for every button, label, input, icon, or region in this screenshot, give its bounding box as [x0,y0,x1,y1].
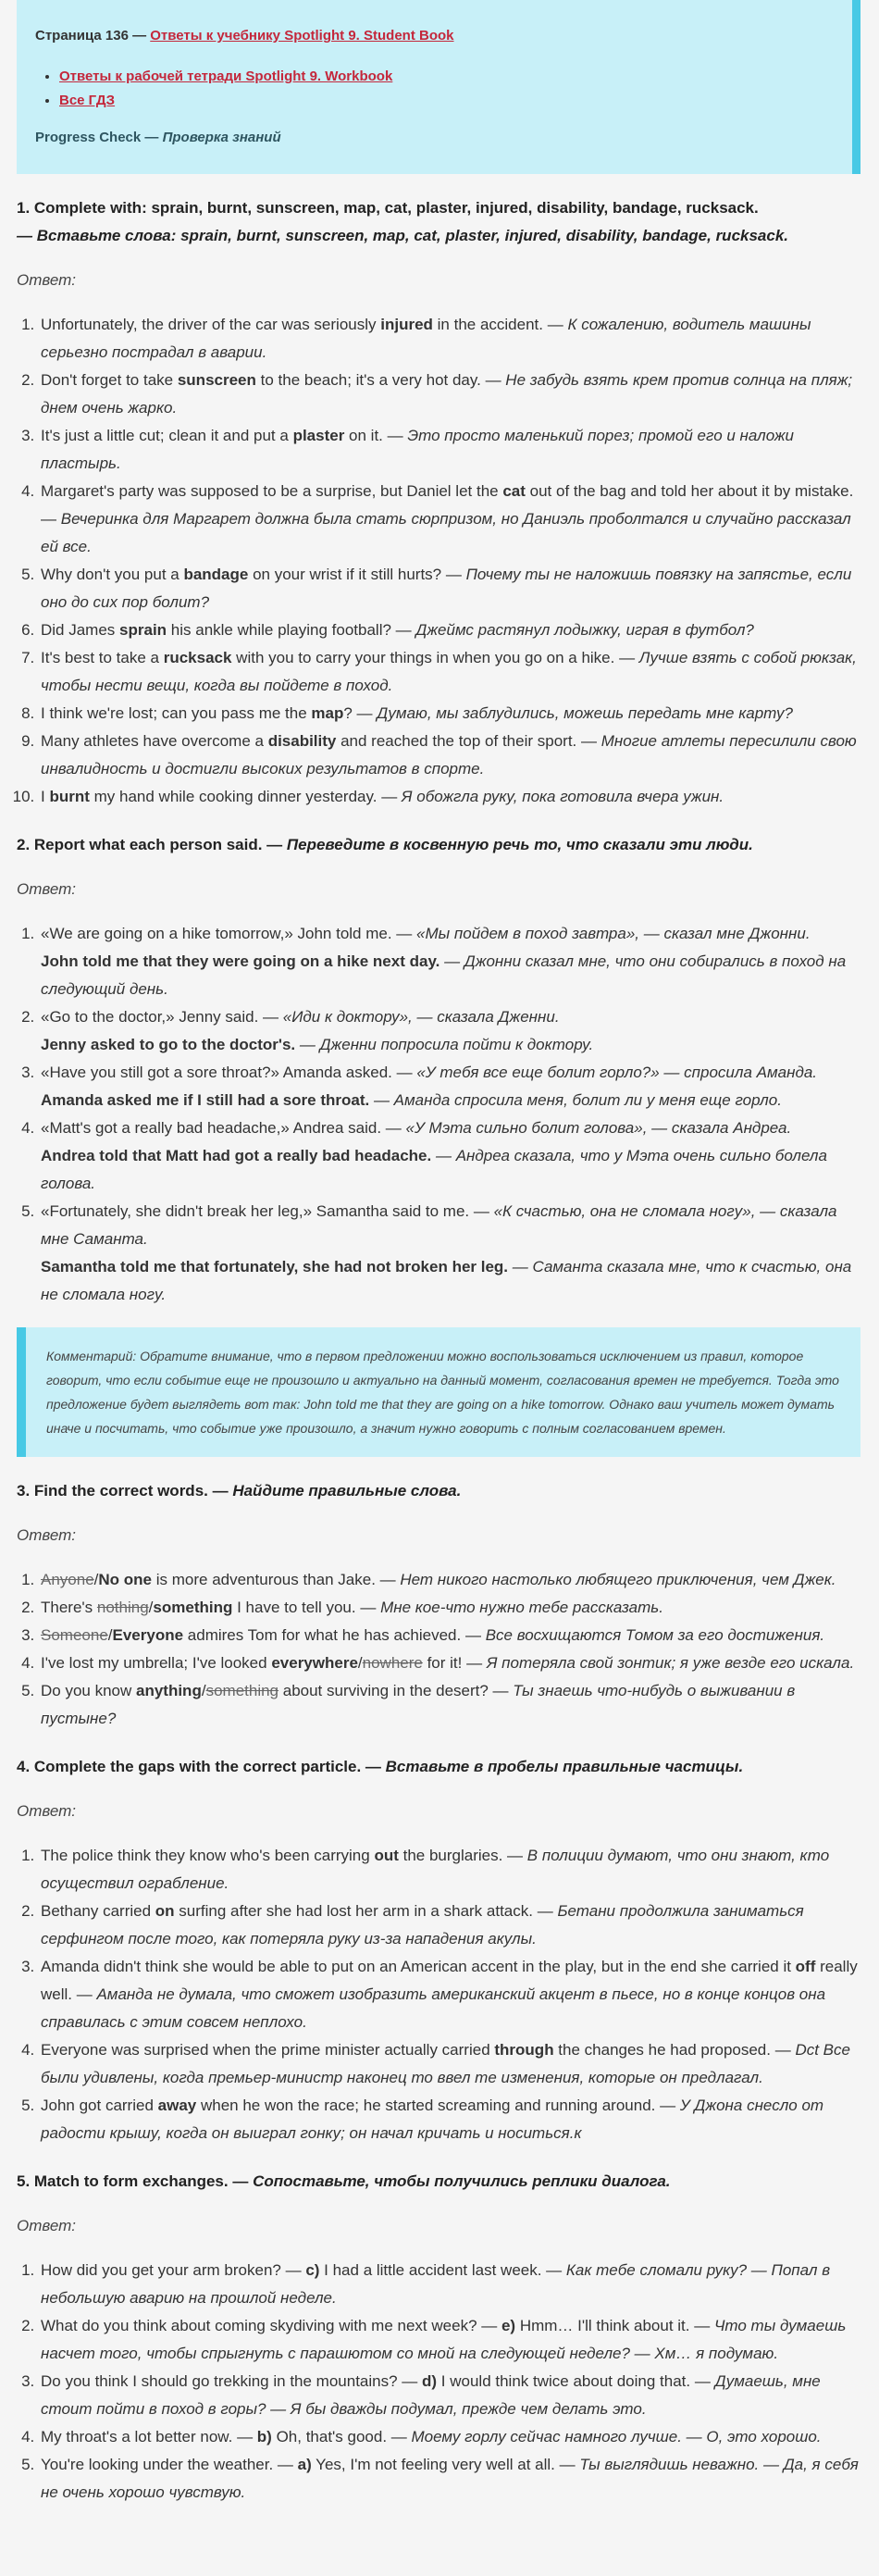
translation: Лучше взять с собой рюкзак, чтобы нести вещи, когда вы пойдете в поход. [41,649,857,694]
answer-label: Ответ: [17,2217,77,2234]
list-item [39,2368,860,2423]
translation: — Саманта сказала мне, что к счастью, она не сломала ногу. [41,1258,852,1303]
sentence-text: really well. — [41,1958,858,2003]
sentence-text: his ankle while playing football? — [167,621,416,639]
task-2-title [17,831,860,859]
list-item [39,920,860,1003]
sentence-text: Don't forget to take [41,371,178,389]
task-5-title-ru: Сопоставьте, чтобы получились реплики диалога. [253,2172,671,2190]
direct-speech: «We are going on a hike tomorrow,» John told me. — [41,925,417,942]
sentence-text: in the accident. — [432,316,568,333]
sentence-text: out of the bag and told her about it by mistake. — [41,482,854,528]
translation: К сожалению, водитель машины серьезно пострадал в аварии. [41,316,811,361]
list-item [39,1003,860,1059]
related-link-item [59,89,832,113]
task-5-title [17,2168,860,2196]
translation: Это просто маленький порез; промой его и наложи пластырь. [41,427,794,472]
sentence-text: Amanda didn't think she would be able to put on an American accent in the play, but in the end she carried it [41,1958,796,1975]
direct-speech: «Matt's got a really bad headache,» Andrea said. — [41,1119,406,1137]
sentence-text: It's best to take a [41,649,164,666]
response-text: Oh, that's good. — [271,2428,412,2445]
translation: Аманда не думала, что сможет изобразить американский акцент в пьесе, но в конце концов она справилась с этим совсем неплохо. [41,1985,826,2031]
sentence-text: the burglaries. — [398,1847,527,1864]
list-item [39,1198,860,1309]
sentence-text: the changes he had proposed. — [553,2041,796,2059]
navigation-box [17,0,860,174]
translation: Dct Все были удивлены, когда премьер-министр наконец то ввел те изменения, которые он предлагал. [41,2041,850,2086]
task-3-title-ru: Найдите правильные слова. [232,1482,462,1500]
translation: Бетани продолжила заниматься серфингом после того, как потеряла руку из-за нападения акулы. [41,1902,804,1948]
sentence-text: my hand while cooking dinner yesterday. — [89,788,402,805]
answer-word: bandage [183,566,249,583]
answer-word: away [157,2097,197,2114]
answer-word: plaster [292,427,345,444]
list-item [39,783,860,811]
answer-word: everywhere [271,1654,358,1672]
translation: — Джонни сказал мне, что они собирались в поход на следующий день. [41,952,847,998]
sentence-text: admires Tom for what he has achieved. — [183,1626,486,1644]
translation: Ты знаешь что-нибудь о выживании в пустыне? [41,1682,796,1727]
sentence-text: to the beach; it's a very hot day. — [255,371,506,389]
question-text: My throat's a lot better now. — [41,2428,257,2445]
reported-speech: Amanda asked me if I still had a sore throat. [41,1091,370,1109]
response-text: Yes, I'm not feeling very well at all. — [311,2456,580,2473]
translation: Думаю, мы заблудились, можешь передать мне карту? [377,704,793,722]
translation: Многие атлеты пересилили свою инвалидность и достигли высоких результатов в спорте. [41,732,857,778]
sentence-text: surfing after she had lost her arm in a shark attack. — [174,1902,558,1920]
task-1-title-ru: — Вставьте слова: sprain, burnt, sunscreen, map, cat, plaster, injured, disability, bandage, rucksack. [17,227,789,244]
answer-letter: c) [305,2261,320,2279]
list-item [39,2092,860,2147]
translation: Почему ты не наложишь повязку на запястье, если оно до сих пор болит? [41,566,852,611]
answer-letter: d) [422,2372,438,2390]
response-text: Hmm… I'll think about it. — [515,2317,714,2334]
translation: — Аманда спросила меня, болит ли у меня еще горло. [369,1091,782,1109]
answer-label: Ответ: [17,880,77,898]
answer-letter: a) [297,2456,312,2473]
separator: / [148,1599,154,1616]
answer-word: through [494,2041,554,2059]
translation: Нет никого настолько любящего приключения, чем Джек. [400,1571,836,1588]
translation: В полиции думают, что они знают, кто осуществил ограбление. [41,1847,830,1892]
list-item [39,1898,860,1953]
sentence-text: There's [41,1599,97,1616]
related-link-item [59,65,832,89]
task-2-answers [17,920,860,1309]
answer-letter: b) [256,2428,272,2445]
list-item [39,1622,860,1649]
list-item [39,561,860,616]
list-item [39,1842,860,1898]
sentence-text: when he won the race; he started screaming and running around. — [196,2097,680,2114]
translation: «Иди к доктору», — сказала Дженни. [282,1008,560,1026]
list-item [39,2257,860,2312]
workbook-link[interactable]: Ответы к рабочей тетради Spotlight 9. Workbook [59,68,393,84]
list-item [39,1649,860,1677]
sentence-text: Many athletes have overcome a [41,732,268,750]
translation: Что ты думаешь насчет того, чтобы спрыгнуть с парашютом со мной на следующей неделе? — Хм… я подумаю. [41,2317,847,2362]
answer-word: burnt [49,788,90,805]
reported-speech: John told me that they were going on a hike next day. [41,952,440,970]
section-title-separator: — [141,130,163,145]
task-3-title [17,1477,860,1505]
translation: Я потеряла свой зонтик; я уже везде его искала. [486,1654,855,1672]
sentence-text: John got carried [41,2097,158,2114]
translation: «К счастью, она не сломала ногу», — сказала мне Саманта. [41,1202,837,1248]
sentence-text: ? — [343,704,378,722]
direct-speech: «Go to the doctor,» Jenny said. — [41,1008,283,1026]
list-item [39,1566,860,1594]
sentence-text: The police think they know who's been carrying [41,1847,375,1864]
translation: — Дженни попросила пойти к доктору. [295,1036,594,1053]
task-1-title-en: 1. Complete with: sprain, burnt, sunscreen, map, cat, plaster, injured, disability, bandage, rucksack. [17,199,759,217]
list-item [39,728,860,783]
translation: Думаешь, мне стоит пойти в поход в горы? — Я бы дважды подумал, прежде чем делать это. [41,2372,821,2418]
task-4-title-ru: Вставьте в пробелы правильные частицы. [385,1758,744,1775]
translation: Джеймс растянул лодыжку, играя в футбол? [415,621,754,639]
separator: / [357,1654,363,1672]
reported-speech: Jenny asked to go to the doctor's. [41,1036,296,1053]
list-item [39,2312,860,2368]
task-4-answers [17,1842,860,2147]
task-2-title-en: 2. Report what each person said. — [17,836,287,853]
answer-label: Ответ: [17,271,77,289]
page-number-label: Страница 136 — [35,28,151,44]
reported-speech: Andrea told that Matt had got a really bad headache. [41,1147,432,1164]
list-item [39,644,860,700]
answer-word: something [153,1599,233,1616]
question-text: You're looking under the weather. — [41,2456,298,2473]
list-item [39,367,860,422]
sentence-text: on it. — [344,427,408,444]
sentence-text: Do you know [41,1682,136,1699]
answer-word: rucksack [163,649,232,666]
section-title-ru: Проверка знаний [162,130,281,145]
task-5-answers [17,2257,860,2507]
sentence-text: Bethany carried [41,1902,155,1920]
task-4-title [17,1753,860,1781]
list-item [39,1059,860,1114]
answer-letter: e) [501,2317,516,2334]
list-item [39,478,860,561]
sentence-text: about surviving in the desert? — [279,1682,514,1699]
sentence-text: Why don't you put a [41,566,184,583]
task-3-title-en: 3. Find the correct words. — [17,1482,233,1500]
answer-word: out [374,1847,399,1864]
list-item [39,311,860,367]
translation: Как тебе сломали руку? — Попал в небольшую аварию на прошлой неделе. [41,2261,831,2307]
answer-word: disability [267,732,337,750]
wrong-option: Someone [41,1626,108,1644]
direct-speech: «Have you still got a sore throat?» Amanda asked. — [41,1064,417,1081]
task-2-title-ru: Переведите в косвенную речь то, что сказали эти люди. [286,836,753,853]
answer-word: Everyone [112,1626,184,1644]
task-1-title [17,194,860,250]
wrong-option: something [205,1682,279,1699]
list-item [39,700,860,728]
translation: Мне кое-что нужно тебе рассказать. [380,1599,663,1616]
question-text: Do you think I should go trekking in the mountains? — [41,2372,423,2390]
answer-word: No one [98,1571,153,1588]
direct-speech: «Fortunately, she didn't break her leg,» Samantha said to me. — [41,1202,494,1220]
translation: Ты выглядишь неважно. — Да, я себя не очень хорошо чувствую. [41,2456,859,2501]
answer-word: off [795,1958,816,1975]
task-4-title-en: 4. Complete the gaps with the correct particle. — [17,1758,386,1775]
answer-word: anything [136,1682,202,1699]
page-heading [35,24,832,48]
translation: Я обожгла руку, пока готовила вчера ужин. [401,788,724,805]
reported-speech: Samantha told me that fortunately, she had not broken her leg. [41,1258,509,1276]
list-item [39,1953,860,2036]
list-item [39,1114,860,1198]
separator: / [93,1571,99,1588]
sentence-text: It's just a little cut; clean it and put a [41,427,293,444]
question-text: How did you get your arm broken? — [41,2261,306,2279]
list-item [39,2423,860,2451]
sentence-text: is more adventurous than Jake. — [152,1571,401,1588]
translation: Вечеринка для Маргарет должна была стать сюрпризом, но Даниэль проболтался и случайно рассказал ей все. [41,510,851,555]
sentence-text: I have to tell you. — [232,1599,381,1616]
translation: «Мы пойдем в поход завтра», — сказал мне Джонни. [416,925,811,942]
answer-word: cat [502,482,526,500]
sentence-text: I think we're lost; can you pass me the [41,704,312,722]
sentence-text: for it! — [422,1654,487,1672]
wrong-option: nowhere [362,1654,423,1672]
task-5-title-en: 5. Match to form exchanges. — [17,2172,254,2190]
sentence-text: Unfortunately, the driver of the car was seriously [41,316,381,333]
translation: «У Мэта сильно болит голова», — сказала Андреа. [405,1119,792,1137]
wrong-option: Anyone [41,1571,94,1588]
sentence-text: and reached the top of their sport. — [336,732,601,750]
translation: Моему горлу сейчас намного лучше. — О, это хорошо. [411,2428,822,2445]
student-book-link[interactable]: Ответы к учебнику Spotlight 9. Student Book [150,28,454,44]
answer-word: injured [380,316,433,333]
section-title [35,126,832,150]
sentence-text: I've lost my umbrella; I've looked [41,1654,272,1672]
separator: / [201,1682,206,1699]
comment-box: Комментарий: Обратите внимание, что в первом предложении можно воспользоваться исключением из правил, которое говорит, что если событие еще не произошло и актуально на данный момент, согласования времен не требуется. Тогда это предложение будет выглядеть вот так: John told me that they are going on a hike tomorrow. Однако ваш учитель может думать иначе и посчитать, что событие уже произошло, а значит нужно говорить с полным согласованием времен. [17,1327,860,1457]
answer-label: Ответ: [17,1526,77,1544]
translation: «У тебя все еще болит горло?» — спросила Аманда. [416,1064,818,1081]
answer-word: sunscreen [177,371,256,389]
translation: Не забудь взять крем против солнца на пляж; днем очень жарко. [41,371,853,417]
task-3-answers [17,1566,860,1733]
wrong-option: nothing [96,1599,149,1616]
answer-word: sprain [119,621,167,639]
list-item [39,2036,860,2092]
separator: / [107,1626,113,1644]
answer-word: map [311,704,344,722]
answer-label: Ответ: [17,1802,77,1820]
section-title-en: Progress Check [35,130,142,145]
related-links-list [35,65,832,113]
sentence-text: Margaret's party was supposed to be a surprise, but Daniel let the [41,482,503,500]
answer-word: on [155,1902,175,1920]
translation: — Андреа сказала, что у Мэта очень сильно болела голова. [41,1147,827,1192]
question-text: What do you think about coming skydiving with me next week? — [41,2317,501,2334]
task-1-answers [17,311,860,811]
list-item [39,2451,860,2507]
list-item [39,616,860,644]
sentence-text: Did James [41,621,120,639]
sentence-text: with you to carry your things in when you go on a hike. — [231,649,639,666]
sentence-text: on your wrist if it still hurts? — [248,566,466,583]
list-item [39,1594,860,1622]
translation: У Джона снесло от радости крышу, когда он выиграл гонку; он начал кричать и носиться.к [41,2097,824,2142]
sentence-text: I [41,788,50,805]
list-item [39,1677,860,1733]
response-text: I would think twice about doing that. — [437,2372,715,2390]
response-text: I had a little accident last week. — [319,2261,566,2279]
all-gdz-link[interactable]: Все ГДЗ [59,93,116,108]
translation: Все восхищаются Томом за его достижения. [485,1626,825,1644]
sentence-text: Everyone was surprised when the prime minister actually carried [41,2041,495,2059]
list-item [39,422,860,478]
